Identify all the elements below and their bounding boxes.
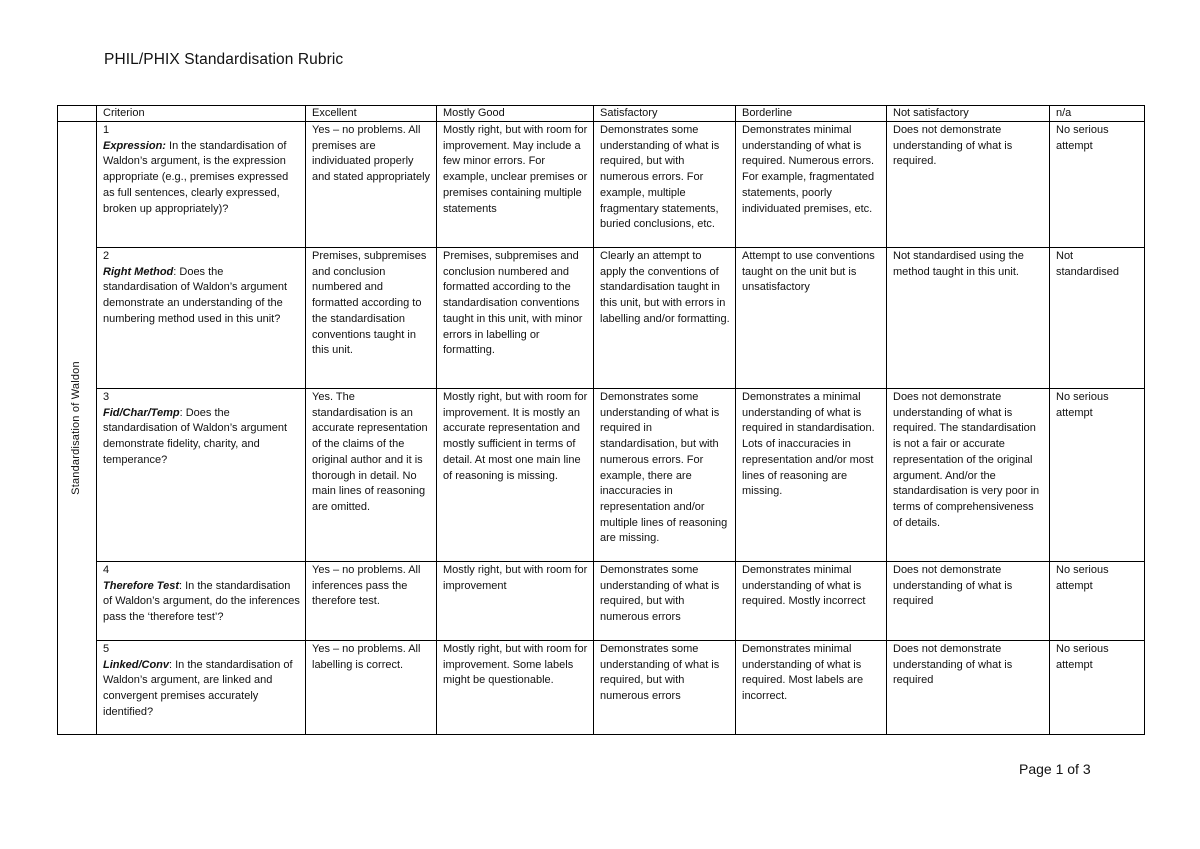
table-row — [58, 641, 1145, 735]
side-label: Standardisation of Waldon — [70, 361, 83, 495]
header-na: n/a — [1050, 106, 1145, 122]
criterion-name: Right Method — [103, 265, 174, 278]
borderline-cell: Demonstrates minimal understanding of what is required. Most labels are incorrect. — [736, 641, 887, 735]
mostly-good-cell: Mostly right, but with room for improvement — [437, 562, 594, 641]
criterion-cell — [97, 562, 306, 641]
criterion-cell — [97, 122, 306, 248]
header-blank-cell — [58, 106, 97, 122]
criterion-cell — [97, 641, 306, 735]
criterion-number: 4 — [103, 564, 110, 576]
borderline-cell: Demonstrates minimal understanding of what is required. Mostly incorrect — [736, 562, 887, 641]
criterion-number: 1 — [103, 124, 110, 136]
criterion-question: : Does the standardisation of Waldon’s argument demonstrate an understanding of the numbering method used in this unit? — [103, 265, 288, 325]
satisfactory-cell: Demonstrates some understanding of what is required, but with numerous errors — [594, 562, 736, 641]
table-row — [58, 248, 1145, 389]
not-satisfactory-cell: Does not demonstrate understanding of what is required — [887, 562, 1050, 641]
satisfactory-cell: Demonstrates some understanding of what is required, but with numerous errors. For example, multiple fragmentary statements, buried conclusions, etc. — [594, 122, 736, 248]
criterion-name: Therefore Test — [103, 579, 180, 592]
mostly-good-cell: Premises, subpremises and conclusion numbered and formatted according to the standardisation conventions taught in this unit, with minor errors in labelling or formatting. — [437, 248, 594, 389]
header-borderline: Borderline — [736, 106, 887, 122]
page-number: Page 1 of 3 — [1019, 761, 1091, 777]
criterion-cell — [97, 248, 306, 389]
na-cell: No serious attempt — [1050, 122, 1145, 248]
borderline-cell: Demonstrates a minimal understanding of what is required in standardisation. Lots of inaccuracies in representation and/or most lines of reasoning are missing. — [736, 389, 887, 562]
excellent-cell: Yes – no problems. All inferences pass the therefore test. — [306, 562, 437, 641]
side-label-cell — [58, 122, 97, 735]
header-row — [58, 106, 1145, 122]
na-cell: No serious attempt — [1050, 562, 1145, 641]
na-cell: No serious attempt — [1050, 641, 1145, 735]
satisfactory-cell: Demonstrates some understanding of what is required, but with numerous errors — [594, 641, 736, 735]
rubric-table — [57, 105, 1145, 735]
header-excellent: Excellent — [306, 106, 437, 122]
criterion-number: 5 — [103, 643, 110, 655]
not-satisfactory-cell: Does not demonstrate understanding of what is required. The standardisation is not a fair or accurate representation of the original argument. And/or the standardisation is very poor in terms of comprehensiveness of details. — [887, 389, 1050, 562]
satisfactory-cell: Clearly an attempt to apply the conventions of standardisation taught in this unit, but with errors in labelling and/or formatting. — [594, 248, 736, 389]
satisfactory-cell: Demonstrates some understanding of what is required in standardisation, but with numerous errors. For example, there are inaccuracies in representation and/or multiple lines of reasoning are missing. — [594, 389, 736, 562]
excellent-cell: Yes – no problems. All premises are individuated properly and stated appropriately — [306, 122, 437, 248]
document-title: PHIL/PHIX Standardisation Rubric — [104, 51, 344, 68]
criterion-number: 2 — [103, 250, 110, 262]
criterion-name: Linked/Conv — [103, 658, 170, 671]
criterion-name: Expression: — [103, 139, 166, 152]
criterion-question: : In the standardisation of Waldon’s argument, do the inferences pass the ‘therefore test’? — [103, 579, 300, 624]
mostly-good-cell: Mostly right, but with room for improvement. It is mostly an accurate representation and mostly sufficient in terms of detail. At most one main line of reasoning is missing. — [437, 389, 594, 562]
borderline-cell: Attempt to use conventions taught on the unit but is unsatisfactory — [736, 248, 887, 389]
header-satisfactory: Satisfactory — [594, 106, 736, 122]
excellent-cell: Premises, subpremises and conclusion numbered and formatted according to the standardisation conventions taught in this unit. — [306, 248, 437, 389]
na-cell: No serious attempt — [1050, 389, 1145, 562]
criterion-question: : In the standardisation of Waldon’s argument, are linked and convergent premises accurately identified? — [103, 658, 293, 718]
criterion-number: 3 — [103, 391, 110, 403]
borderline-cell: Demonstrates minimal understanding of what is required. Numerous errors. For example, fragmentated statements, poorly individuated premises, etc. — [736, 122, 887, 248]
criterion-name: Fid/Char/Temp — [103, 406, 180, 419]
criterion-cell — [97, 389, 306, 562]
na-cell: Not standardised — [1050, 248, 1145, 389]
header-not-satisfactory: Not satisfactory — [887, 106, 1050, 122]
not-satisfactory-cell: Does not demonstrate understanding of what is required — [887, 641, 1050, 735]
table-row — [58, 122, 1145, 248]
not-satisfactory-cell: Does not demonstrate understanding of what is required. — [887, 122, 1050, 248]
table-row — [58, 562, 1145, 641]
mostly-good-cell: Mostly right, but with room for improvement. May include a few minor errors. For example, unclear premises or premises containing multiple statements — [437, 122, 594, 248]
table-row — [58, 389, 1145, 562]
header-criterion: Criterion — [97, 106, 306, 122]
excellent-cell: Yes – no problems. All labelling is correct. — [306, 641, 437, 735]
criterion-question: : Does the standardisation of Waldon’s argument demonstrate fidelity, charity, and temperance? — [103, 406, 288, 466]
criterion-question: In the standardisation of Waldon’s argument, is the expression appropriate (e.g., premises expressed as full sentences, clearly expressed, broken up appropriately)? — [103, 139, 289, 215]
not-satisfactory-cell: Not standardised using the method taught in this unit. — [887, 248, 1050, 389]
mostly-good-cell: Mostly right, but with room for improvement. Some labels might be questionable. — [437, 641, 594, 735]
excellent-cell: Yes. The standardisation is an accurate representation of the claims of the original author and it is thorough in detail. No main lines of reasoning are omitted. — [306, 389, 437, 562]
header-mostly-good: Mostly Good — [437, 106, 594, 122]
